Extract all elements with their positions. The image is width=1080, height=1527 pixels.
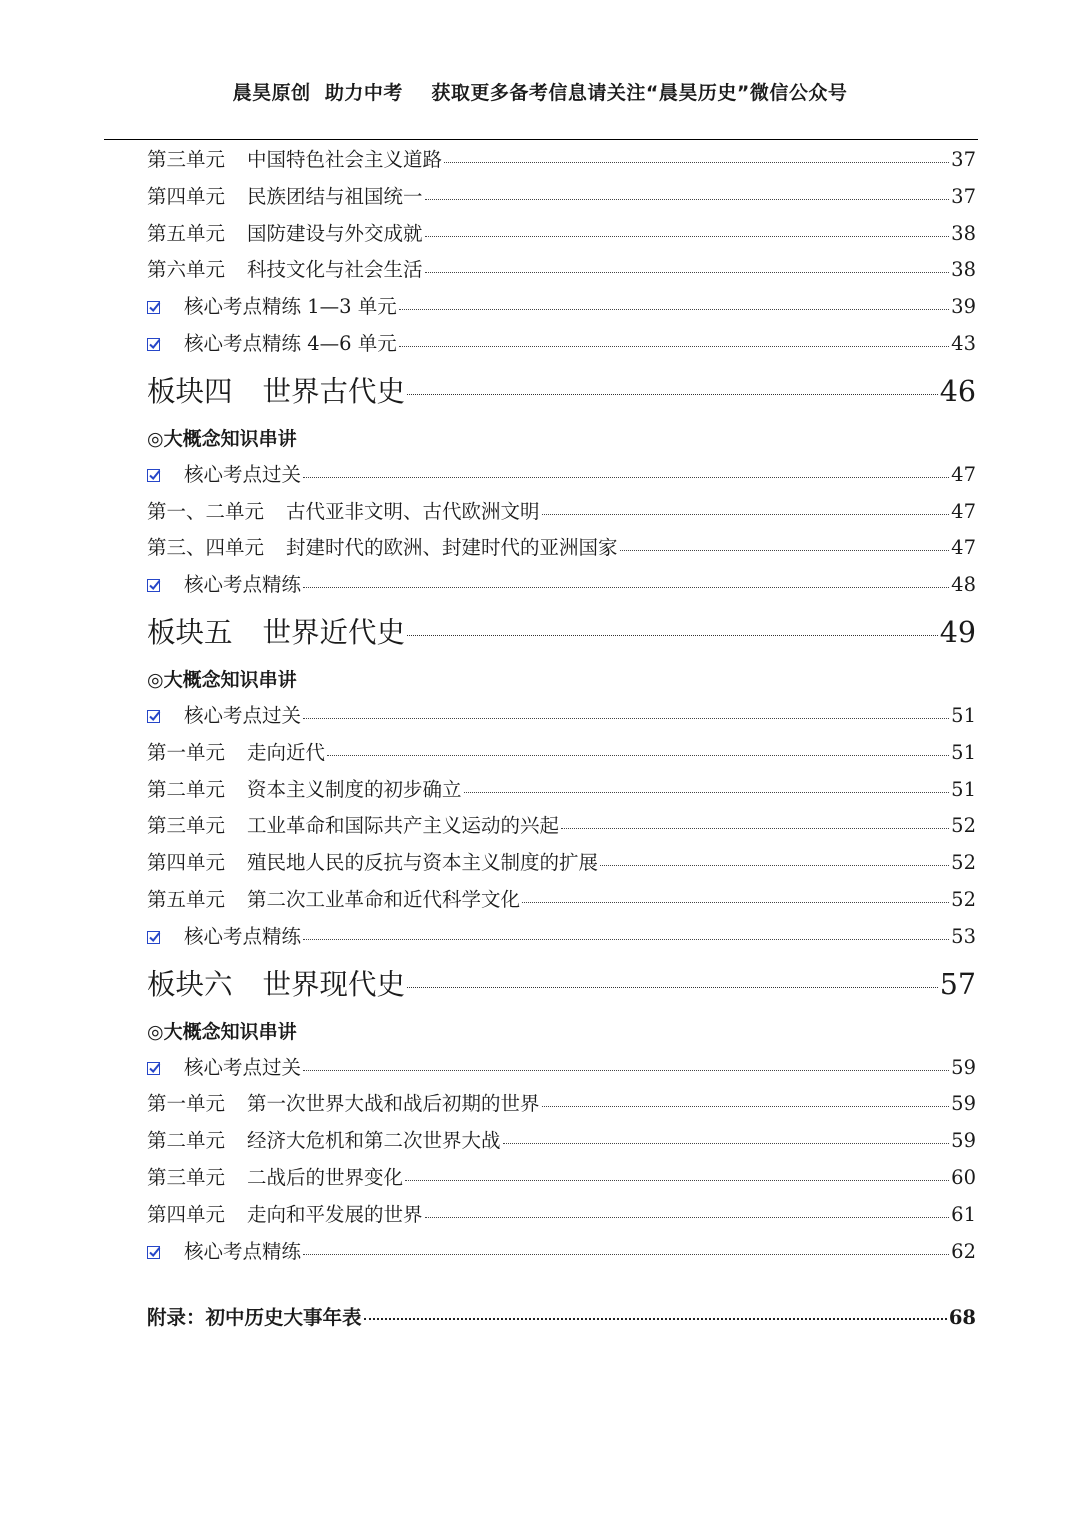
entry-number: 第三单元	[147, 814, 226, 838]
concept-title: ◎大概念知识串讲	[147, 427, 297, 450]
page-number: 38	[951, 258, 976, 282]
toc-section-entry[interactable]	[147, 956, 976, 1014]
entry-title	[147, 698, 301, 735]
entry-number: 第三、四单元	[147, 536, 265, 560]
dot-leader	[407, 986, 938, 988]
spacer	[147, 1270, 976, 1298]
page-number: 37	[951, 184, 976, 208]
dot-leader	[407, 634, 938, 636]
dot-leader	[444, 161, 949, 163]
page-number: 51	[951, 703, 976, 727]
page-number: 68	[948, 1306, 976, 1330]
entry-name: 科技文化与社会生活	[247, 258, 423, 282]
entry-title	[147, 142, 442, 179]
page-number: 51	[951, 740, 976, 764]
entry-title	[147, 252, 423, 289]
entry-title	[147, 1197, 423, 1234]
entry-name: 资本主义制度的初步确立	[247, 777, 462, 801]
entry-title	[147, 1123, 501, 1160]
entry-name: 世界近代史	[262, 615, 406, 649]
toc-unit-entry[interactable]	[147, 772, 976, 809]
entry-title	[147, 1298, 362, 1338]
entry-name: 工业革命和国际共产主义运动的兴起	[247, 814, 560, 838]
entry-number: 第一单元	[147, 740, 226, 764]
entry-number: 第六单元	[147, 258, 226, 282]
entry-title	[147, 845, 598, 882]
entry-number: 第三单元	[147, 1165, 226, 1189]
entry-number: 第五单元	[147, 221, 226, 245]
entry-number: 第一、二单元	[147, 499, 265, 523]
dot-leader	[303, 586, 949, 588]
entry-number: 第二单元	[147, 777, 226, 801]
dot-leader	[303, 1069, 949, 1071]
page-number: 48	[951, 573, 976, 597]
entry-number: 板块五	[147, 615, 233, 649]
toc-unit-entry[interactable]	[147, 808, 976, 845]
toc-check-entry[interactable]	[147, 289, 976, 326]
toc-unit-entry[interactable]	[147, 1197, 976, 1234]
page-number: 47	[951, 462, 976, 486]
entry-name: 附录：初中历史大事年表	[147, 1306, 362, 1330]
entry-title	[147, 1050, 301, 1087]
checkbox-checked-icon	[147, 338, 160, 351]
entry-title	[147, 1086, 540, 1123]
page-number: 52	[951, 814, 976, 838]
entry-name: 国防建设与外交成就	[247, 221, 423, 245]
dot-leader	[503, 1142, 950, 1144]
dot-leader	[425, 198, 950, 200]
toc-unit-entry[interactable]	[147, 179, 976, 216]
toc-concept-heading[interactable]	[147, 421, 976, 457]
page-number: 47	[951, 499, 976, 523]
checkbox-checked-icon	[147, 1246, 160, 1259]
dot-leader	[542, 513, 950, 515]
toc-unit-entry[interactable]	[147, 845, 976, 882]
entry-number: 板块四	[147, 374, 233, 408]
checkbox-checked-icon	[147, 579, 160, 592]
toc-unit-entry[interactable]	[147, 252, 976, 289]
checkbox-checked-icon	[147, 931, 160, 944]
toc-unit-entry[interactable]	[147, 735, 976, 772]
entry-number: 第四单元	[147, 851, 226, 875]
entry-name: 二战后的世界变化	[247, 1165, 404, 1189]
entry-name: 第二次工业革命和近代科学文化	[247, 887, 521, 911]
entry-name: 走向和平发展的世界	[247, 1202, 423, 1226]
dot-leader	[399, 308, 949, 310]
entry-name: 第一次世界大战和战后初期的世界	[247, 1092, 540, 1116]
entry-name: 经济大危机和第二次世界大战	[247, 1129, 501, 1153]
dot-leader	[600, 864, 949, 866]
concept-title: ◎大概念知识串讲	[147, 668, 297, 691]
entry-title	[147, 530, 618, 567]
dot-leader	[620, 549, 950, 551]
entry-title	[147, 735, 325, 772]
toc-check-entry[interactable]	[147, 457, 976, 494]
toc-section-entry[interactable]	[147, 363, 976, 421]
toc-unit-entry[interactable]	[147, 142, 976, 179]
page-number: 53	[951, 924, 976, 948]
entry-title	[147, 1234, 301, 1271]
entry-title	[147, 1160, 403, 1197]
toc-unit-entry[interactable]	[147, 494, 976, 531]
entry-number: 第五单元	[147, 887, 226, 911]
entry-name: 核心考点精练	[184, 573, 302, 597]
checkbox-checked-icon	[147, 1062, 160, 1075]
entry-title	[147, 772, 462, 809]
entry-title	[147, 808, 559, 845]
page-number: 49	[939, 615, 976, 649]
entry-title	[147, 216, 423, 253]
checkbox-checked-icon	[147, 469, 160, 482]
entry-number: 板块六	[147, 967, 233, 1001]
entry-name: 核心考点精练 4—6 单元	[184, 331, 397, 355]
toc-unit-entry[interactable]	[147, 1123, 976, 1160]
toc-concept-heading[interactable]	[147, 662, 976, 698]
entry-number: 第二单元	[147, 1129, 226, 1153]
page-number: 52	[951, 851, 976, 875]
entry-title	[147, 363, 405, 421]
toc-unit-entry[interactable]	[147, 530, 976, 567]
entry-name: 世界现代史	[262, 967, 406, 1001]
page-number: 60	[951, 1165, 976, 1189]
entry-name: 核心考点过关	[184, 1055, 302, 1079]
entry-title	[147, 326, 397, 363]
entry-name: 封建时代的欧洲、封建时代的亚洲国家	[286, 536, 618, 560]
dot-leader	[425, 235, 950, 237]
dot-leader	[425, 1216, 950, 1218]
dot-leader	[425, 271, 950, 273]
entry-number: 第四单元	[147, 184, 226, 208]
entry-title	[147, 604, 405, 662]
toc-check-entry[interactable]	[147, 919, 976, 956]
entry-number: 第一单元	[147, 1092, 226, 1116]
dot-leader	[399, 345, 949, 347]
dot-leader	[464, 791, 950, 793]
dot-leader	[405, 1179, 949, 1181]
toc-unit-entry[interactable]	[147, 882, 976, 919]
dot-leader	[303, 476, 949, 478]
checkbox-checked-icon	[147, 710, 160, 723]
entry-number: 第三单元	[147, 148, 226, 171]
entry-title	[147, 179, 423, 216]
entry-name: 核心考点精练	[184, 924, 302, 948]
entry-title	[147, 457, 301, 494]
toc-unit-entry[interactable]	[147, 1160, 976, 1197]
entry-name: 古代亚非文明、古代欧洲文明	[286, 499, 540, 523]
page-number: 52	[951, 887, 976, 911]
page-number: 43	[951, 331, 976, 355]
dot-leader	[303, 717, 949, 719]
page-number: 62	[951, 1239, 976, 1263]
page-header: 晨昊原创 助力中考 获取更多备考信息请关注“晨昊历史”微信公众号	[232, 82, 848, 104]
toc-check-entry[interactable]	[147, 1234, 976, 1271]
entry-name: 核心考点过关	[184, 462, 302, 486]
toc-check-entry[interactable]	[147, 326, 976, 363]
toc-unit-entry[interactable]	[147, 1086, 976, 1123]
entry-name: 世界古代史	[262, 374, 406, 408]
toc-section-entry[interactable]	[147, 604, 976, 662]
concept-title: ◎大概念知识串讲	[147, 1020, 297, 1043]
entry-title	[147, 919, 301, 956]
dot-leader	[542, 1105, 950, 1107]
dot-leader	[522, 901, 949, 903]
entry-name: 中国特色社会主义道路	[247, 148, 443, 171]
entry-name: 核心考点精练	[184, 1239, 302, 1263]
toc-check-entry[interactable]	[147, 1050, 976, 1087]
page-number: 37	[951, 148, 976, 171]
page-number: 59	[951, 1129, 976, 1153]
toc-unit-entry[interactable]	[147, 216, 976, 253]
entry-title	[147, 882, 520, 919]
page-number: 59	[951, 1055, 976, 1079]
page-number: 47	[951, 536, 976, 560]
checkbox-checked-icon	[147, 301, 160, 314]
dot-leader	[561, 827, 949, 829]
entry-name: 核心考点精练 1—3 单元	[184, 295, 397, 319]
page-number: 57	[939, 967, 976, 1001]
dot-leader	[303, 1253, 949, 1255]
dot-leader	[364, 1317, 947, 1320]
entry-name: 走向近代	[247, 740, 326, 764]
entry-title	[147, 494, 540, 531]
entry-title	[147, 956, 405, 1014]
page-number: 51	[951, 777, 976, 801]
page-number: 59	[951, 1092, 976, 1116]
toc-check-entry[interactable]	[147, 698, 976, 735]
entry-title	[147, 567, 301, 604]
table-of-contents	[147, 142, 976, 1338]
page-number: 39	[951, 295, 976, 319]
entry-name: 核心考点过关	[184, 703, 302, 727]
entry-number: 第四单元	[147, 1202, 226, 1226]
page-number: 46	[939, 374, 976, 408]
dot-leader	[407, 393, 938, 395]
toc-check-entry[interactable]	[147, 567, 976, 604]
entry-name: 殖民地人民的反抗与资本主义制度的扩展	[247, 851, 599, 875]
header-rule	[104, 139, 978, 140]
page-number: 38	[951, 221, 976, 245]
entry-name: 民族团结与祖国统一	[247, 184, 423, 208]
toc-appendix-entry[interactable]	[147, 1298, 976, 1338]
entry-title	[147, 289, 397, 326]
page-number: 61	[951, 1202, 976, 1226]
toc-concept-heading[interactable]	[147, 1014, 976, 1050]
dot-leader	[303, 938, 949, 940]
dot-leader	[327, 754, 949, 756]
